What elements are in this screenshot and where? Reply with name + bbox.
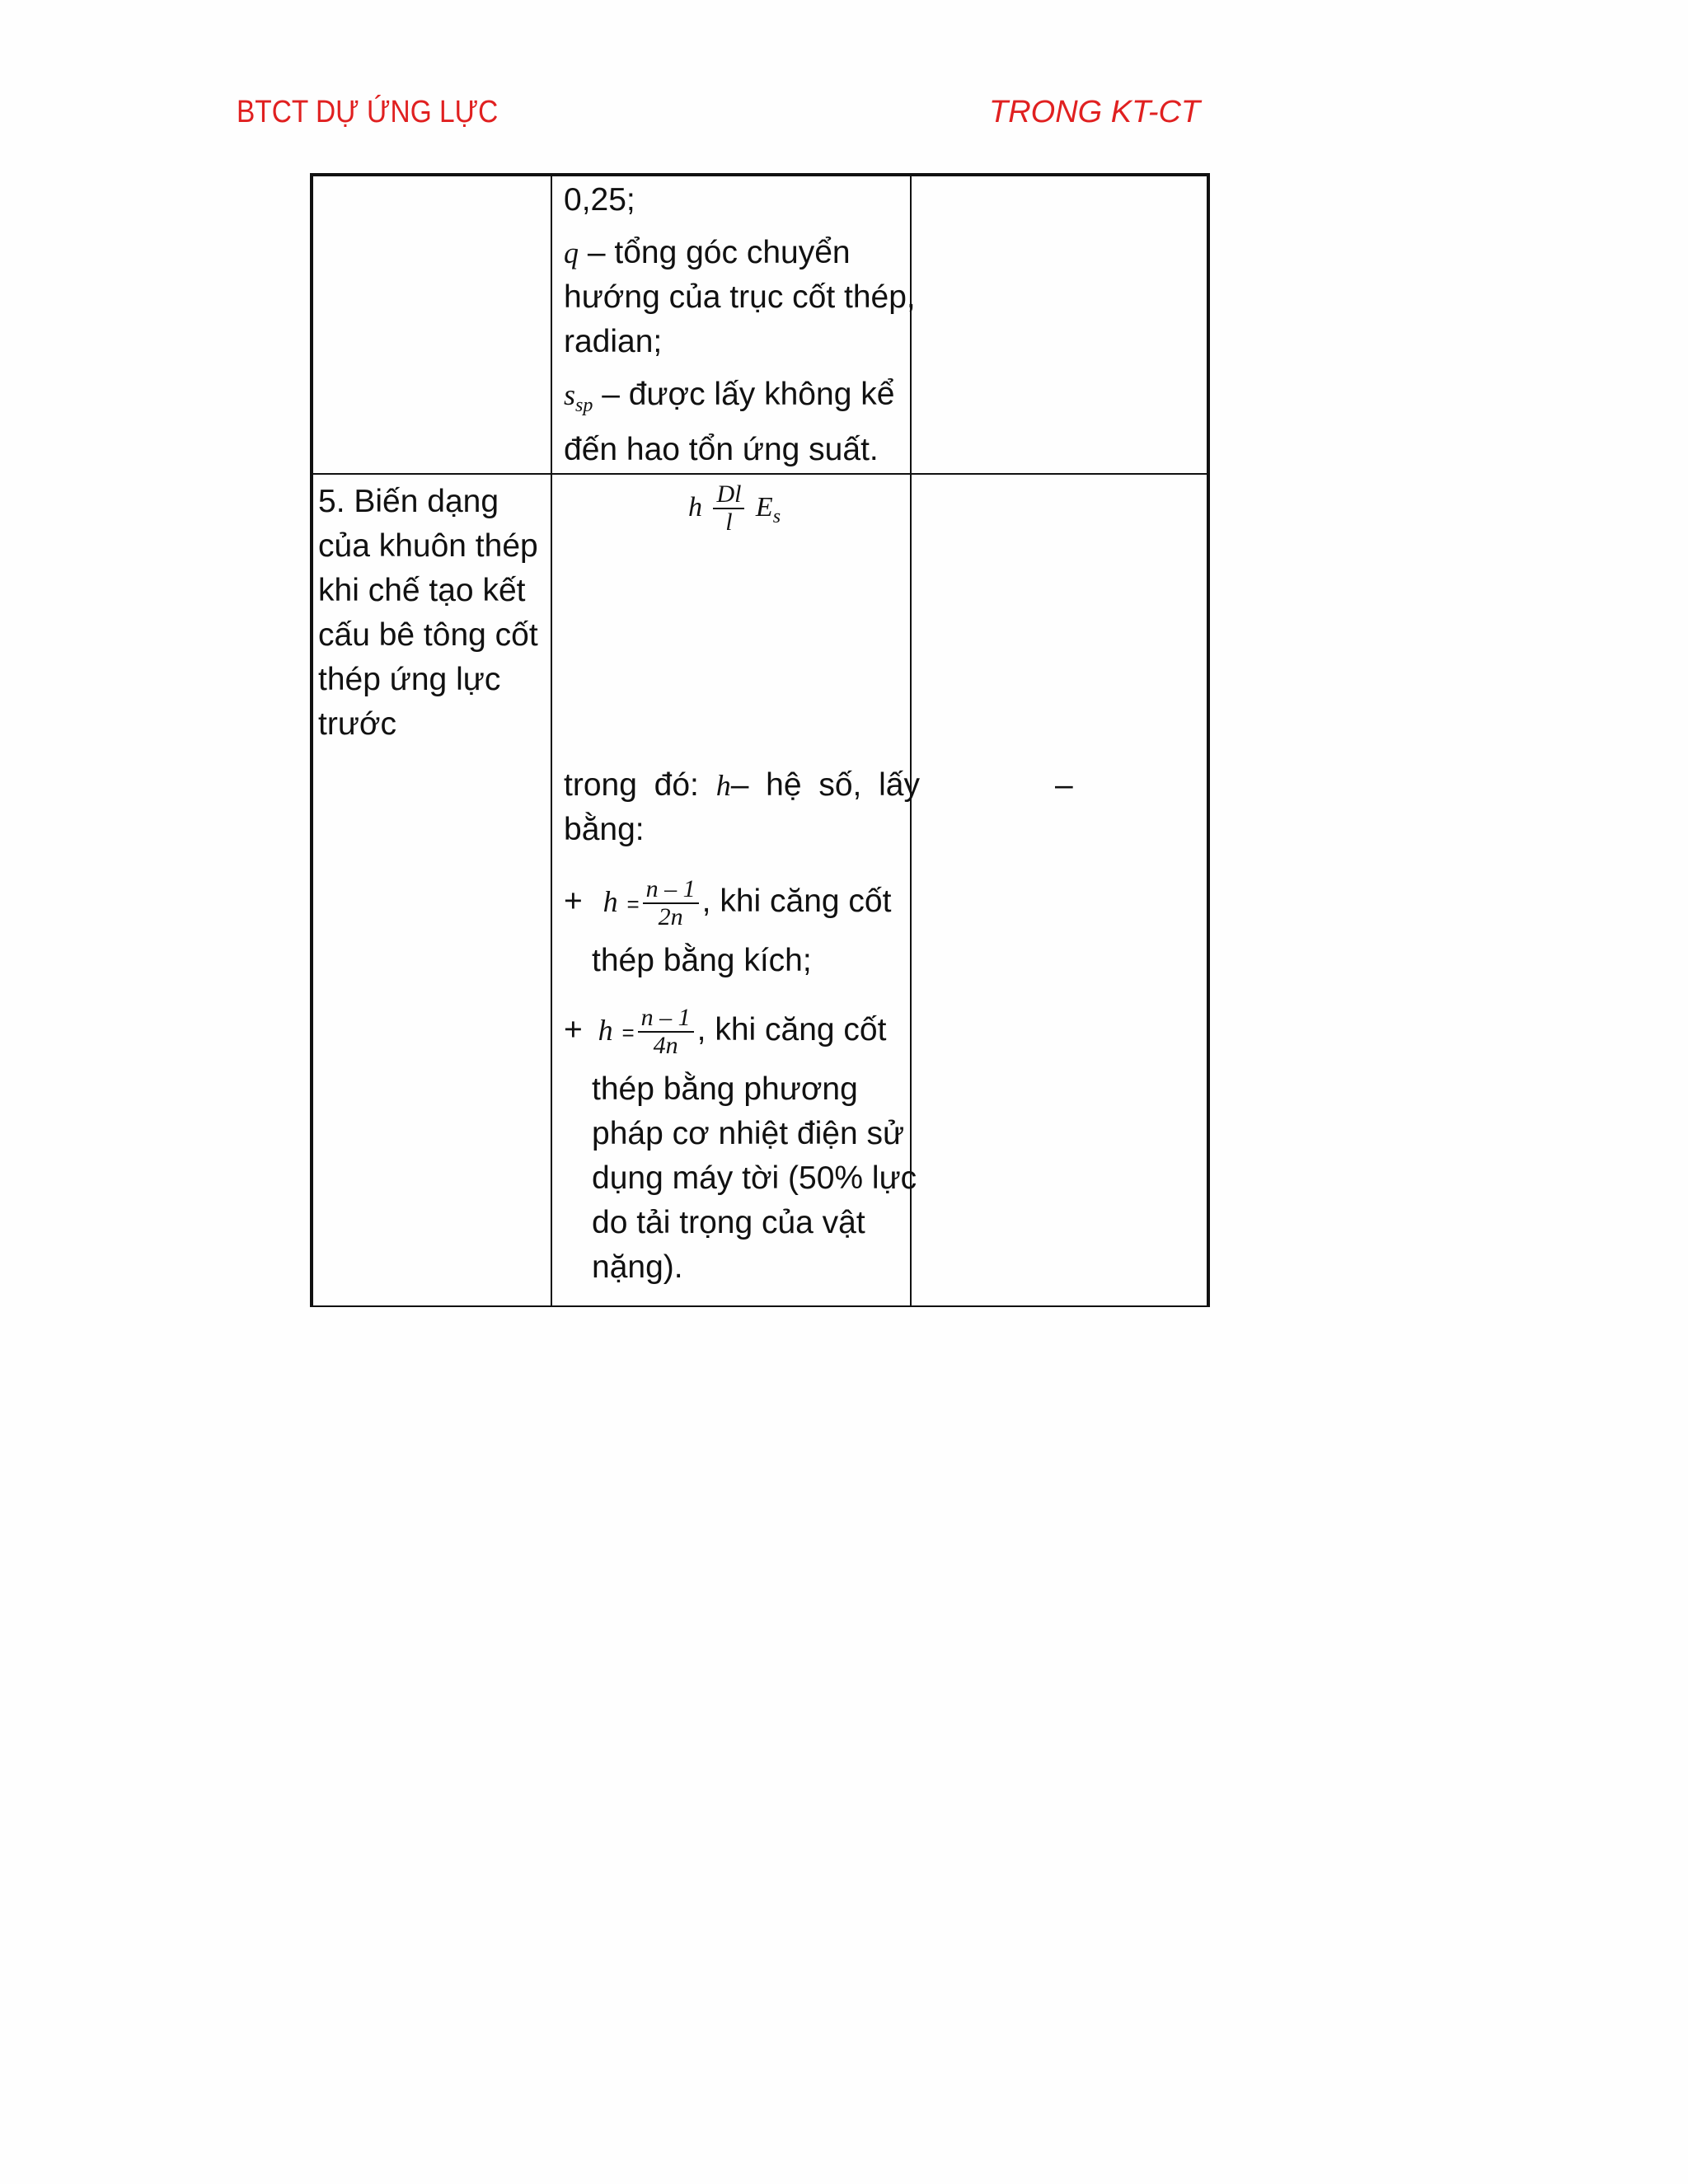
loss-table	[310, 173, 1210, 1307]
header-left: BTCT DỰ ỨNG LỰC	[237, 95, 499, 129]
s-definition-line2: đến hao tổn ứng suất.	[564, 432, 879, 467]
col-divider-1	[551, 176, 552, 1305]
option-thermal: + h = $\frac{n - 1}{4n}$ , khi căng cốt thép bằng phương pháp cơ nhiệt điện sử dụng máy tời (50% lực do tải trọng của vật nặng).	[564, 1003, 917, 1285]
fraction-dl-l: $\frac{Dl}{l}$	[713, 481, 744, 536]
fraction-n-2n: $\frac{n - 1}{2n}$	[643, 876, 699, 930]
row-top-text	[564, 178, 920, 472]
row5-title: 5. Biến dạng của khuôn thép khi chế tạo kết cấu bê tông cốt thép ứng lực trước	[318, 484, 538, 742]
q-symbol: q	[564, 237, 579, 269]
sigma-symbol: s	[564, 378, 576, 411]
q-definition-line3: radian;	[564, 324, 663, 359]
row-divider	[313, 473, 1207, 475]
fraction-n-4n: $\frac{n - 1}{4n}$	[638, 1005, 694, 1059]
header-right: TRONG KT-CT	[989, 95, 1201, 129]
option-jack: + h = $\frac{n - 1}{2n}$ , khi căng cốt thép bằng kích;	[564, 874, 892, 978]
s-definition: $s_{sp}$ – được lấy không kể	[564, 377, 895, 416]
deformation-formula: h $\frac{Dl}{l}$ $E_s$	[688, 480, 781, 536]
row5-where: trong đó: h– hệ số, lấy bằng:	[564, 767, 920, 847]
value-025: 0,25;	[564, 182, 635, 218]
q-definition-line2: hướng của trục cốt thép,	[564, 279, 916, 315]
row5-col3-dash: –	[1055, 767, 1073, 803]
q-definition: q – tổng góc chuyển	[564, 235, 851, 270]
